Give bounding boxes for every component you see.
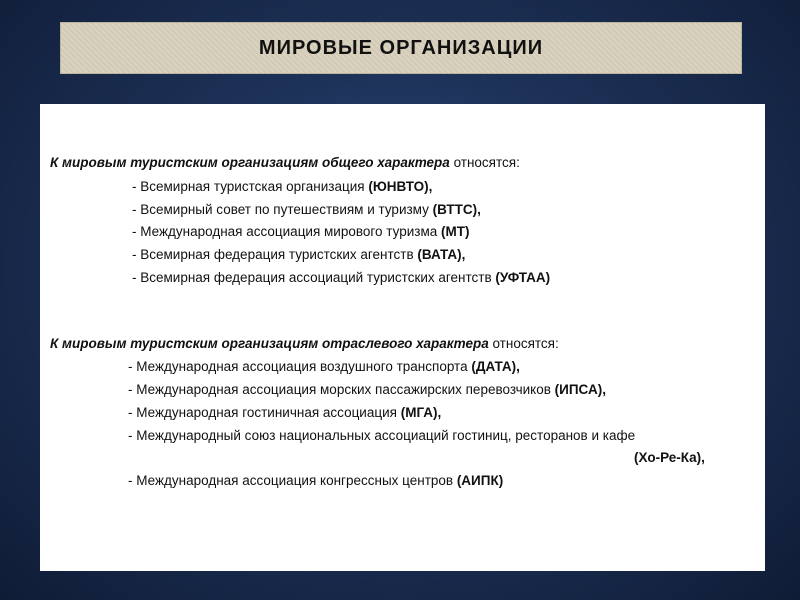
list-item: - Международная гостиничная ассоциация (МГА), (128, 405, 442, 420)
list-item: - Международный союз национальных ассоциаций гостиниц, ресторанов и кафе (128, 428, 636, 443)
section-branch-intro (50, 336, 559, 352)
list-item: - Международная ассоциация мирового туризма (МТ) (132, 224, 470, 239)
list-item: - Всемирная федерация ассоциаций туристских агентств (УФТАА) (132, 270, 551, 285)
list-item: - Всемирная федерация туристских агентств (ВАТА), (132, 247, 466, 262)
list-item: - Международная ассоциация воздушного транспорта (ДАТА), (128, 359, 520, 374)
list-item-continuation: (Хо-Ре-Ка), (634, 450, 705, 465)
slide-title-bar (60, 22, 742, 74)
list-item: - Всемирная туристская организация (ЮНВТО), (132, 179, 433, 194)
section-general-intro (50, 155, 520, 171)
section-branch-heading-tail: относятся: (488, 336, 559, 351)
section-branch-heading: К мировым туристским организациям отраслевого характера (50, 336, 489, 351)
content-panel (40, 104, 765, 571)
list-item: - Международная ассоциация морских пассажирских перевозчиков (ИПСА), (128, 382, 606, 397)
section-general-heading: К мировым туристским организациям общего характера (50, 155, 450, 170)
list-item: - Всемирный совет по путешествиям и туризму (ВТТС), (132, 202, 481, 217)
slide-title: МИРОВЫЕ ОРГАНИЗАЦИИ (258, 36, 544, 59)
section-general-heading-tail: относятся: (449, 155, 520, 170)
list-item: - Международная ассоциация конгрессных центров (АИПК) (128, 473, 504, 488)
